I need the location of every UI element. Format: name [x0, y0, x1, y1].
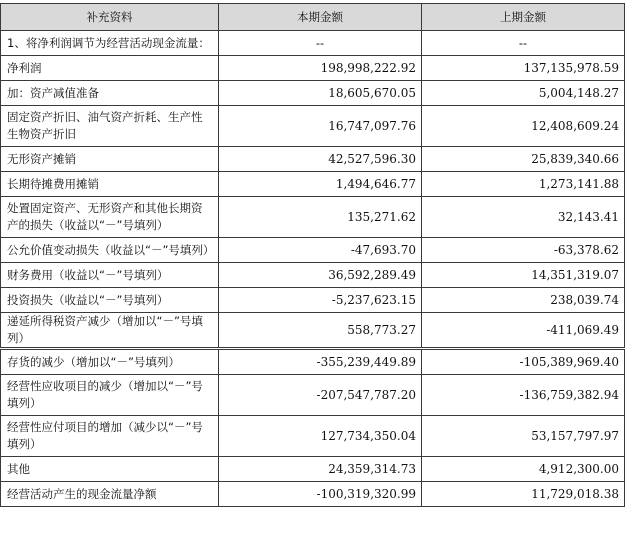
row-label: 净利润 [1, 56, 219, 81]
table-row [1, 375, 625, 416]
table-row [1, 197, 625, 238]
row-label: 财务费用（收益以“－”号填列） [1, 263, 219, 288]
table-header-row [1, 4, 625, 31]
current-amount-cell: -5,237,623.15 [219, 288, 422, 313]
previous-amount-cell: 32,143.41 [422, 197, 625, 238]
previous-amount-cell: 14,351,319.07 [422, 263, 625, 288]
current-amount-cell: 24,359,314.73 [219, 457, 422, 482]
previous-amount-cell: -105,389,969.40 [422, 349, 625, 375]
previous-amount-cell: -- [422, 31, 625, 56]
current-amount-cell: 18,605,670.05 [219, 81, 422, 106]
row-label: 经营性应付项目的增加（减少以“－”号填列） [1, 416, 219, 457]
row-label: 存货的减少（增加以“－”号填列） [1, 349, 219, 375]
row-label: 其他 [1, 457, 219, 482]
table-row [1, 313, 625, 349]
previous-amount-cell: 53,157,797.97 [422, 416, 625, 457]
row-label: 公允价值变动损失（收益以“－”号填列） [1, 238, 219, 263]
row-label: 无形资产摊销 [1, 147, 219, 172]
table-row [1, 263, 625, 288]
row-label: 经营性应收项目的减少（增加以“－”号填列） [1, 375, 219, 416]
table-row [1, 147, 625, 172]
current-amount-cell: 127,734,350.04 [219, 416, 422, 457]
current-amount-cell: 1,494,646.77 [219, 172, 422, 197]
previous-amount-cell: -411,069.49 [422, 313, 625, 349]
table-row [1, 172, 625, 197]
previous-amount-cell: -63,378.62 [422, 238, 625, 263]
current-amount-cell: -- [219, 31, 422, 56]
previous-amount-cell: 4,912,300.00 [422, 457, 625, 482]
table-row [1, 56, 625, 81]
previous-amount-cell: 5,004,148.27 [422, 81, 625, 106]
row-label: 递延所得税资产减少（增加以“－”号填列） [1, 313, 219, 349]
header-current-amount: 本期金额 [219, 4, 422, 31]
current-amount-cell: 558,773.27 [219, 313, 422, 349]
table-row [1, 416, 625, 457]
table-row [1, 238, 625, 263]
current-amount-cell: 42,527,596.30 [219, 147, 422, 172]
row-label: 加：资产减值准备 [1, 81, 219, 106]
table-row [1, 106, 625, 147]
previous-amount-cell: 12,408,609.24 [422, 106, 625, 147]
table-row [1, 31, 625, 56]
current-amount-cell: -207,547,787.20 [219, 375, 422, 416]
row-label: 经营活动产生的现金流量净额 [1, 482, 219, 507]
table-row [1, 482, 625, 507]
row-label: 处置固定资产、无形资产和其他长期资产的损失（收益以“－”号填列） [1, 197, 219, 238]
previous-amount-cell: 25,839,340.66 [422, 147, 625, 172]
previous-amount-cell: 1,273,141.88 [422, 172, 625, 197]
current-amount-cell: -355,239,449.89 [219, 349, 422, 375]
row-label: 长期待摊费用摊销 [1, 172, 219, 197]
current-amount-cell: 16,747,097.76 [219, 106, 422, 147]
supplementary-cashflow-table [0, 3, 625, 507]
table-row [1, 349, 625, 375]
current-amount-cell: 135,271.62 [219, 197, 422, 238]
current-amount-cell: 36,592,289.49 [219, 263, 422, 288]
row-label: 固定资产折旧、油气资产折耗、生产性生物资产折旧 [1, 106, 219, 147]
current-amount-cell: 198,998,222.92 [219, 56, 422, 81]
current-amount-cell: -47,693.70 [219, 238, 422, 263]
row-label: 1、将净利润调节为经营活动现金流量： [1, 31, 219, 56]
previous-amount-cell: -136,759,382.94 [422, 375, 625, 416]
header-previous-amount: 上期金额 [422, 4, 625, 31]
previous-amount-cell: 238,039.74 [422, 288, 625, 313]
previous-amount-cell: 137,135,978.59 [422, 56, 625, 81]
header-supplementary-info: 补充资料 [1, 4, 219, 31]
previous-amount-cell: 11,729,018.38 [422, 482, 625, 507]
table-row [1, 288, 625, 313]
row-label: 投资损失（收益以“－”号填列） [1, 288, 219, 313]
table-row [1, 81, 625, 106]
current-amount-cell: -100,319,320.99 [219, 482, 422, 507]
table-row [1, 457, 625, 482]
